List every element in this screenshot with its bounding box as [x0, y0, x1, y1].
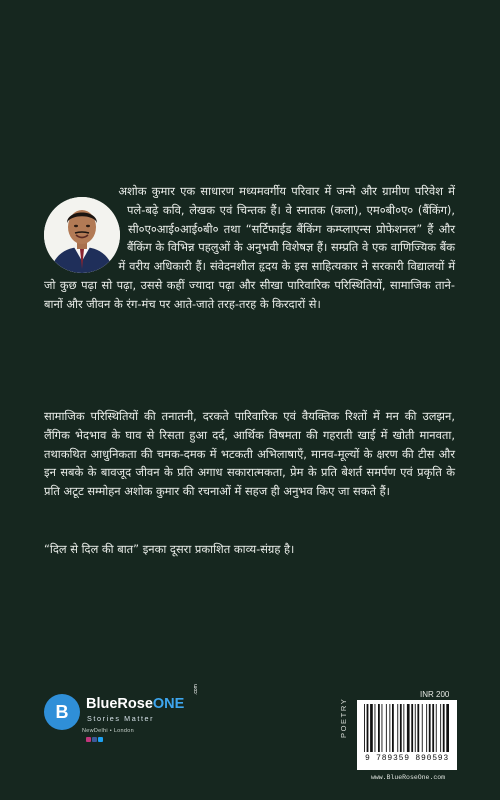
bio-paragraph-3: “दिल से दिल की बात” इनका दूसरा प्रकाशित काव्य-संग्रह है।	[44, 542, 295, 556]
barcode-bar	[407, 704, 410, 752]
barcode-bar	[446, 704, 449, 752]
barcode-bar	[432, 704, 434, 752]
barcode-bar	[378, 704, 380, 752]
barcode-bar	[429, 704, 431, 752]
barcode-bar	[397, 704, 398, 752]
barcode-bar	[440, 704, 441, 752]
publisher-website: www.BlueRoseOne.com	[370, 774, 446, 781]
barcode-bar	[415, 704, 416, 752]
bio-paragraph-1: अशोक कुमार एक साधारण मध्यमवर्गीय परिवार में जन्मे और ग्रामीण परिवेश में पले-बढ़े कवि, लेखक एवं चिन्तक हैं। वे स्नातक (कला), एम०बी०ए० (बैंकिंग), सी०ए०आई०आई०बी० तथा “सर्टिफाईड बैंकिंग कम्प्लाएन्स प्रोफेशनल” हैं और बैंकिंग के विभिन्न पहलुओं के अनुभवी विशेषज्ञ हैं। सम्प्रति वे एक वाणिज्यिक बैंक में वरीय अधिकारी हैं। संवेदनशील हृदय के इस साहित्यकार ने सरकारी विद्यालयों में जो कुछ पढ़ा सो पढ़ा, उससे कहीं ज्यादा पढ़ा और सीखा पारिवारिक परिस्थितियों, सामाजिक ताने-बानों और जीवन के रंग-मंच पर आते-जाते तरह-तरह के किरदारों से।	[44, 184, 455, 311]
barcode-bar	[422, 704, 423, 752]
publisher-domain: .com	[193, 684, 199, 695]
publisher-tagline: Stories Matter	[87, 714, 155, 723]
barcode-bar	[400, 704, 402, 752]
barcode-bar	[382, 704, 383, 752]
barcode-bar	[364, 704, 365, 752]
bio-paragraph-2: सामाजिक परिस्थितियों की तनातनी, दरकते पारिवारिक एवं वैयक्तिक रिश्तों में मन की उलझन, लैंगिक भेदभाव के घाव से रिसता हुआ दर्द, आर्थिक विषमता की गहराती खाई में खोती मानवता, तथाकथित आधुनिकता की चमक-दमक में भटकती अभिलाषाएँ, मानव-मूल्यों के क्षरण की टीस और इन सबके के बावजूद जीवन के प्रति अगाध सकारात्मकता, प्रेम के प्रति बेशर्त समर्पण एवं प्रकृति के प्रति अटूट सम्मोहन अशोक कुमार की रचनाओं में सहज ही अनुभव किए जा सकते हैं।	[44, 409, 455, 499]
isbn-barcode	[357, 700, 457, 770]
barcode-bar	[370, 704, 373, 752]
publisher-logo-mark: B	[44, 694, 80, 730]
barcode-bar	[411, 704, 413, 752]
barcode-bar	[386, 704, 387, 752]
social-icons	[86, 737, 103, 742]
instagram-icon	[86, 737, 91, 742]
facebook-icon	[92, 737, 97, 742]
barcode-bar	[367, 704, 369, 752]
barcode-bar	[375, 704, 376, 752]
author-bio-block	[44, 182, 455, 314]
barcode-bar	[392, 704, 394, 752]
barcode-icon	[362, 704, 452, 754]
price-label: INR 200	[420, 690, 450, 699]
barcode-bar	[443, 704, 445, 752]
publisher-name-main: BlueRose	[86, 696, 153, 712]
publisher-logo	[44, 684, 204, 752]
barcode-bar	[403, 704, 404, 752]
barcode-bar	[389, 704, 390, 752]
publisher-cities: NewDelhi • London	[82, 728, 134, 734]
barcode-bar	[417, 704, 419, 752]
publisher-name-accent: ONE	[152, 696, 185, 712]
barcode-bar	[426, 704, 427, 752]
genre-label: POETRY	[339, 697, 348, 739]
publisher-name	[86, 696, 184, 712]
barcode-bar	[436, 704, 437, 752]
isbn-number: 9 789359 890593	[364, 754, 449, 763]
twitter-icon	[98, 737, 103, 742]
